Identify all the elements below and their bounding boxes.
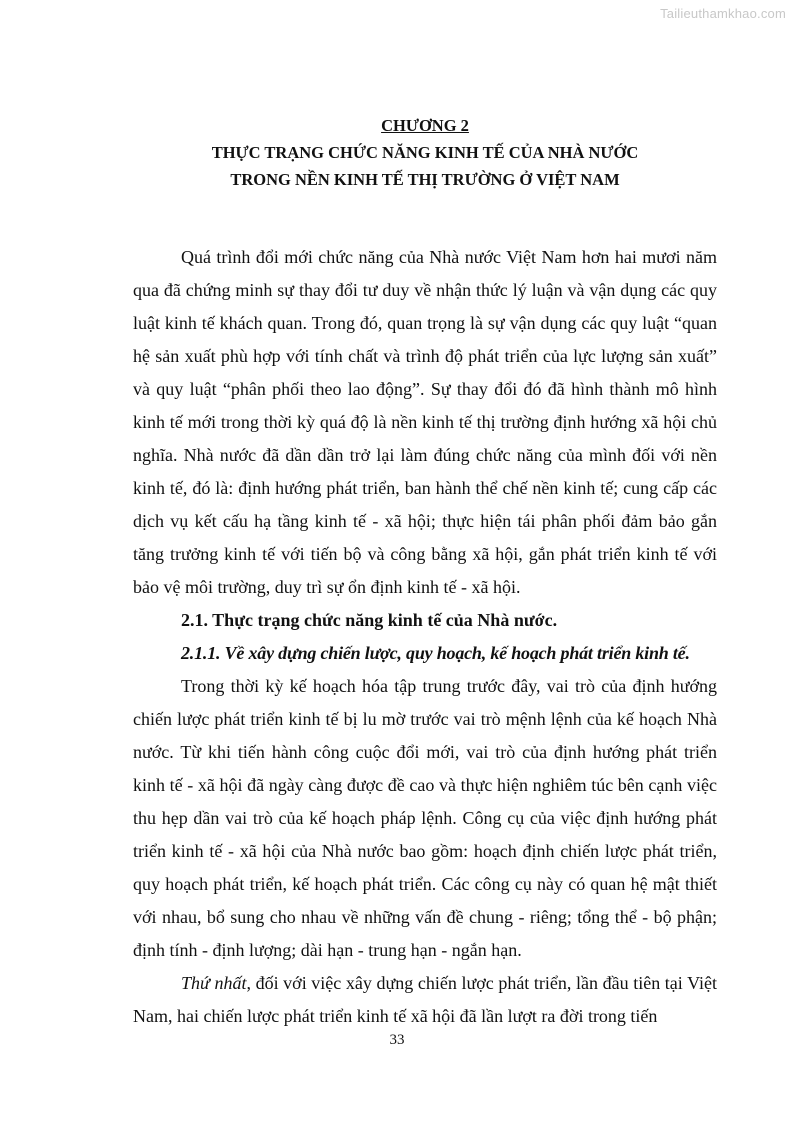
first-point-lead: Thứ nhất: [181, 973, 247, 993]
first-point-text: , đối với việc xây dựng chiến lược phát triển, lần đầu tiên tại Việt Nam, hai chiến lược phát triển kinh tế xã hội đã lần lượt ra đời trong tiến: [133, 973, 717, 1026]
strategy-paragraph: Trong thời kỳ kế hoạch hóa tập trung trước đây, vai trò của định hướng chiến lược phát triển kinh tế bị lu mờ trước vai trò mệnh lệnh của kế hoạch Nhà nước. Từ khi tiến hành công cuộc đổi mới, vai trò của định hướng phát triển kinh tế - xã hội đã ngày càng được đề cao và thực hiện nghiêm túc bên cạnh việc thu hẹp dần vai trò của kế hoạch pháp lệnh. Công cụ của việc định hướng phát triển kinh tế - xã hội của Nhà nước bao gồm: hoạch định chiến lược phát triển, quy hoạch phát triển, kế hoạch phát triển. Các công cụ này có quan hệ mật thiết với nhau, bổ sung cho nhau về những vấn đề chung - riêng; tổng thể - bộ phận; định tính - định lượng; dài hạn - trung hạn - ngắn hạn.: [133, 676, 717, 960]
page-number: 33: [389, 1032, 405, 1048]
first-point-paragraph: [133, 967, 717, 1033]
chapter-title-line-2: TRONG NỀN KINH TẾ THỊ TRƯỜNG Ở VIỆT NAM: [230, 170, 620, 189]
watermark: Tailieuthamkhao.com: [660, 6, 786, 21]
chapter-title-line-1: THỰC TRẠNG CHỨC NĂNG KINH TẾ CỦA NHÀ NƯỚC: [211, 143, 639, 162]
chapter-label: CHƯƠNG 2: [381, 116, 469, 135]
intro-paragraph: Quá trình đổi mới chức năng của Nhà nước Việt Nam hơn hai mươi năm qua đã chứng minh sự thay đổi tư duy về nhận thức lý luận và vận dụng các quy luật kinh tế khách quan. Trong đó, quan trọng là sự vận dụng các quy luật “quan hệ sản xuất phù hợp với tính chất và trình độ phát triển của lực lượng sản xuất” và quy luật “phân phối theo lao động”. Sự thay đổi đó đã hình thành mô hình kinh tế mới trong thời kỳ quá độ là nền kinh tế thị trường định hướng xã hội chủ nghĩa. Nhà nước đã dần dần trở lại làm đúng chức năng của mình đối với nền kinh tế, đó là: định hướng phát triển, ban hành thể chế nền kinh tế; cung cấp các dịch vụ kết cấu hạ tầng kinh tế - xã hội; thực hiện tái phân phối đảm bảo gắn tăng trưởng kinh tế với tiến bộ và công bằng xã hội, gắn phát triển kinh tế với bảo vệ môi trường, duy trì sự ổn định kinh tế - xã hội.: [133, 247, 717, 597]
section-heading: 2.1. Thực trạng chức năng kinh tế của Nhà nước.: [181, 610, 558, 630]
subsection-heading: 2.1.1. Về xây dựng chiến lược, quy hoạch, kế hoạch phát triển kinh tế.: [181, 643, 690, 663]
document-body: [133, 241, 717, 1033]
chapter-header: [133, 112, 717, 193]
